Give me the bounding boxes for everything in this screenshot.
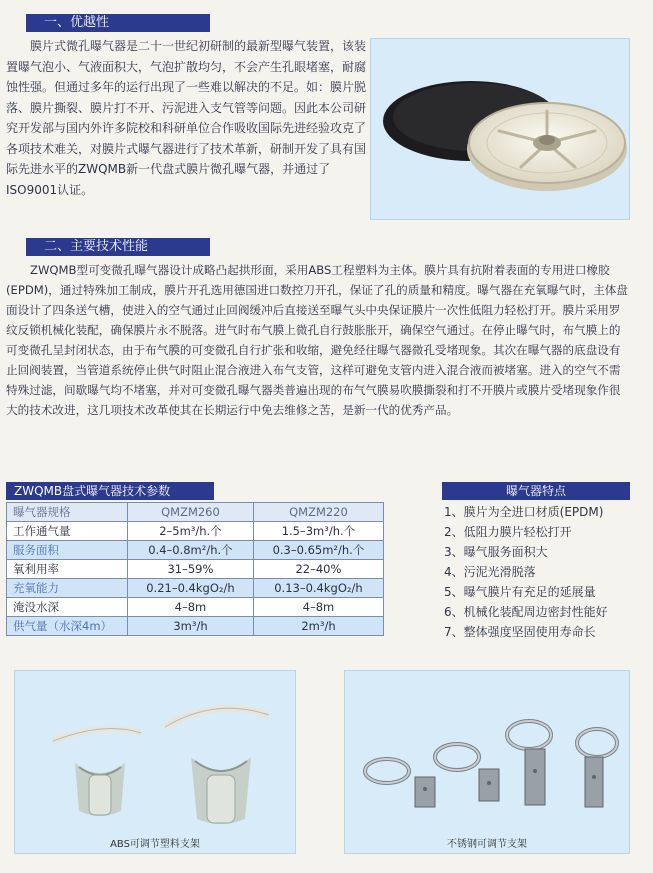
table-row	[7, 541, 384, 560]
header-cell: QMZM220	[253, 503, 383, 522]
feature-item: 5、曝气膜片有充足的延展量	[444, 585, 596, 599]
row-value: 4–8m	[128, 598, 254, 617]
row-label: 充氧能力	[7, 579, 128, 598]
table-row	[7, 617, 384, 636]
header-cell: 曝气器规格	[7, 503, 128, 522]
row-value: 22–40%	[253, 560, 383, 579]
section2-title-bar	[26, 238, 210, 256]
row-value: 0.3–0.65m²/h.个	[253, 541, 383, 560]
diffuser-photo	[370, 38, 630, 220]
feature-item: 4、污泥光滑脱落	[444, 565, 536, 579]
spec-table	[6, 502, 384, 636]
section1-title-bar	[26, 14, 210, 32]
table-row	[7, 560, 384, 579]
features-list	[444, 502, 644, 642]
row-label: 淹没水深	[7, 598, 128, 617]
section2-paragraph: ZWQMB型可变微孔曝气器设计成略凸起拱形面，采用ABS工程塑料为主体。膜片具有抗附着表面的专用进口橡胶(EPDM)，通过特殊加工制成，膜片开孔选用德国进口数控刀开孔，保证了孔的质量和精度。曝气器在充氧曝气时，主体盘面设计了四条送气槽，使进入的空气通过止回阀缓冲后直接送至曝气头中央保证膜片一次性低阻力轻松打开。膜片采用罗纹反锁机械化装配，确保膜片永不脱落。进气时布气膜上微孔自行鼓胀胀开，确保空气通过。在停止曝气时，布气膜上的可变微孔呈封闭状态，由于布气膜的可变微孔自行扩张和收缩，避免经往曝气器微孔受堵现象。其次在曝气器的底盘设有止回阀装置，当管道系统停止供气时阻止混合液进入布气支管，这样可避免支管内进入混合液而被堵塞。进入的空气不需特殊过滤，间歇曝气均不堵塞，并对可变微孔曝气器类普遍出现的布气气膜易吹膜撕裂和打不开膜片或膜片受堵现象作很大的技术改进，这几项技术改革使其在长期运行中免去维修之苦，是新一代的优秀产品。	[6, 263, 628, 417]
row-value: 2m³/h	[253, 617, 383, 636]
row-value: 1.5–3m³/h.个	[253, 522, 383, 541]
steel-bracket-photo	[344, 670, 630, 854]
abs-bracket-caption: ABS可调节塑料支架	[110, 839, 200, 850]
row-value: 0.13–0.4kgO₂/h	[253, 579, 383, 598]
feature-item: 6、机械化装配周边密封性能好	[444, 605, 608, 619]
feature-item: 2、低阻力膜片轻松打开	[444, 525, 572, 539]
steel-bracket-image	[345, 671, 629, 831]
row-value: 31–59%	[128, 560, 254, 579]
row-value: 3m³/h	[128, 617, 254, 636]
row-value: 0.4–0.8m²/h.个	[128, 541, 254, 560]
abs-bracket-image	[15, 671, 295, 831]
header-cell: QMZM260	[128, 503, 254, 522]
row-value: 0.21–0.4kgO₂/h	[128, 579, 254, 598]
table-row	[7, 522, 384, 541]
feature-item: 1、膜片为全进口材质(EPDM)	[444, 505, 604, 519]
steel-bracket-caption: 不锈钢可调节支架	[447, 839, 527, 850]
section1-title: 一、优越性	[44, 15, 110, 30]
feature-item: 7、整体强度坚固使用寿命长	[444, 625, 596, 639]
row-label: 工作通气量	[7, 522, 128, 541]
section2-title: 二、主要技术性能	[44, 239, 149, 254]
row-label: 服务面积	[7, 541, 128, 560]
spec-table-title: ZWQMB盘式曝气器技术参数	[6, 482, 214, 500]
row-label: 氧利用率	[7, 560, 128, 579]
table-row	[7, 579, 384, 598]
table-row	[7, 598, 384, 617]
abs-bracket-photo	[14, 670, 296, 854]
features-title: 曝气器特点	[442, 482, 630, 500]
feature-item: 3、曝气服务面积大	[444, 545, 548, 559]
section1-paragraph: 膜片式微孔曝气器是二十一世纪初研制的最新型曝气装置，该装置曝气泡小、气液面积大，气泡扩散均匀，不会产生孔眼堵塞，耐腐蚀性强。但通过多年的运行出现了一些难以解决的不足。如：膜片脱落、膜片撕裂、膜片打不开、污泥进入支气管等问题。因此本公司研究开发部与国内外许多院校和科研单位合作吸收国际先进经验攻克了各项技术难关，对膜片式曝气器进行了技术革新，研制开发了具有国际先进水平的ZWQMB新一代盘式膜片微孔曝气器，并通过了ISO9001认证。	[6, 39, 367, 197]
spec-table-header	[7, 503, 384, 522]
row-value: 2–5m³/h.个	[128, 522, 254, 541]
row-value: 4–8m	[253, 598, 383, 617]
diffuser-disc-image	[371, 39, 629, 219]
row-label: 供气量（水深4m）	[7, 617, 128, 636]
